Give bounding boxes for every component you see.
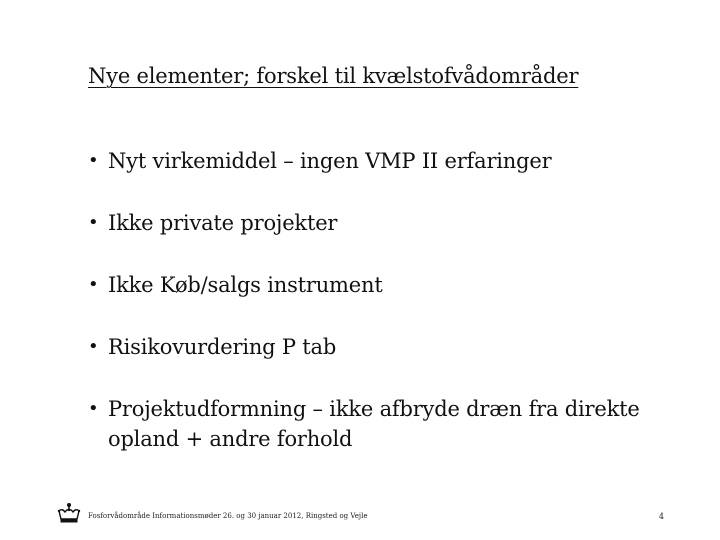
bullet-marker: • [88,212,99,233]
bullet-item [88,270,678,300]
bullet-list [88,146,678,486]
bullet-text: Nyt virkemiddel – ingen VMP II erfaringer [108,149,552,173]
bullet-marker: • [88,398,99,419]
bullet-item [88,208,678,238]
footer-text: Fosforvådområde Informationsmøder 26. og 30 januar 2012, Ringsted og Vejle [88,512,368,520]
bullet-text: Ikke private projekter [108,211,338,235]
page-number: 4 [658,512,664,521]
crown-icon [56,502,82,526]
bullet-item [88,394,678,454]
bullet-item [88,146,678,176]
bullet-marker: • [88,336,99,357]
bullet-text: Projektudformning – ikke afbryde dræn fra direkte opland + andre forhold [108,397,640,451]
bullet-marker: • [88,274,99,295]
bullet-item [88,332,678,362]
bullet-text: Risikovurdering P tab [108,335,337,359]
slide-title: Nye elementer; forskel til kvælstofvådområder [88,64,579,88]
footer [56,502,664,530]
bullet-text: Ikke Køb/salgs instrument [108,273,383,297]
bullet-marker: • [88,150,99,171]
